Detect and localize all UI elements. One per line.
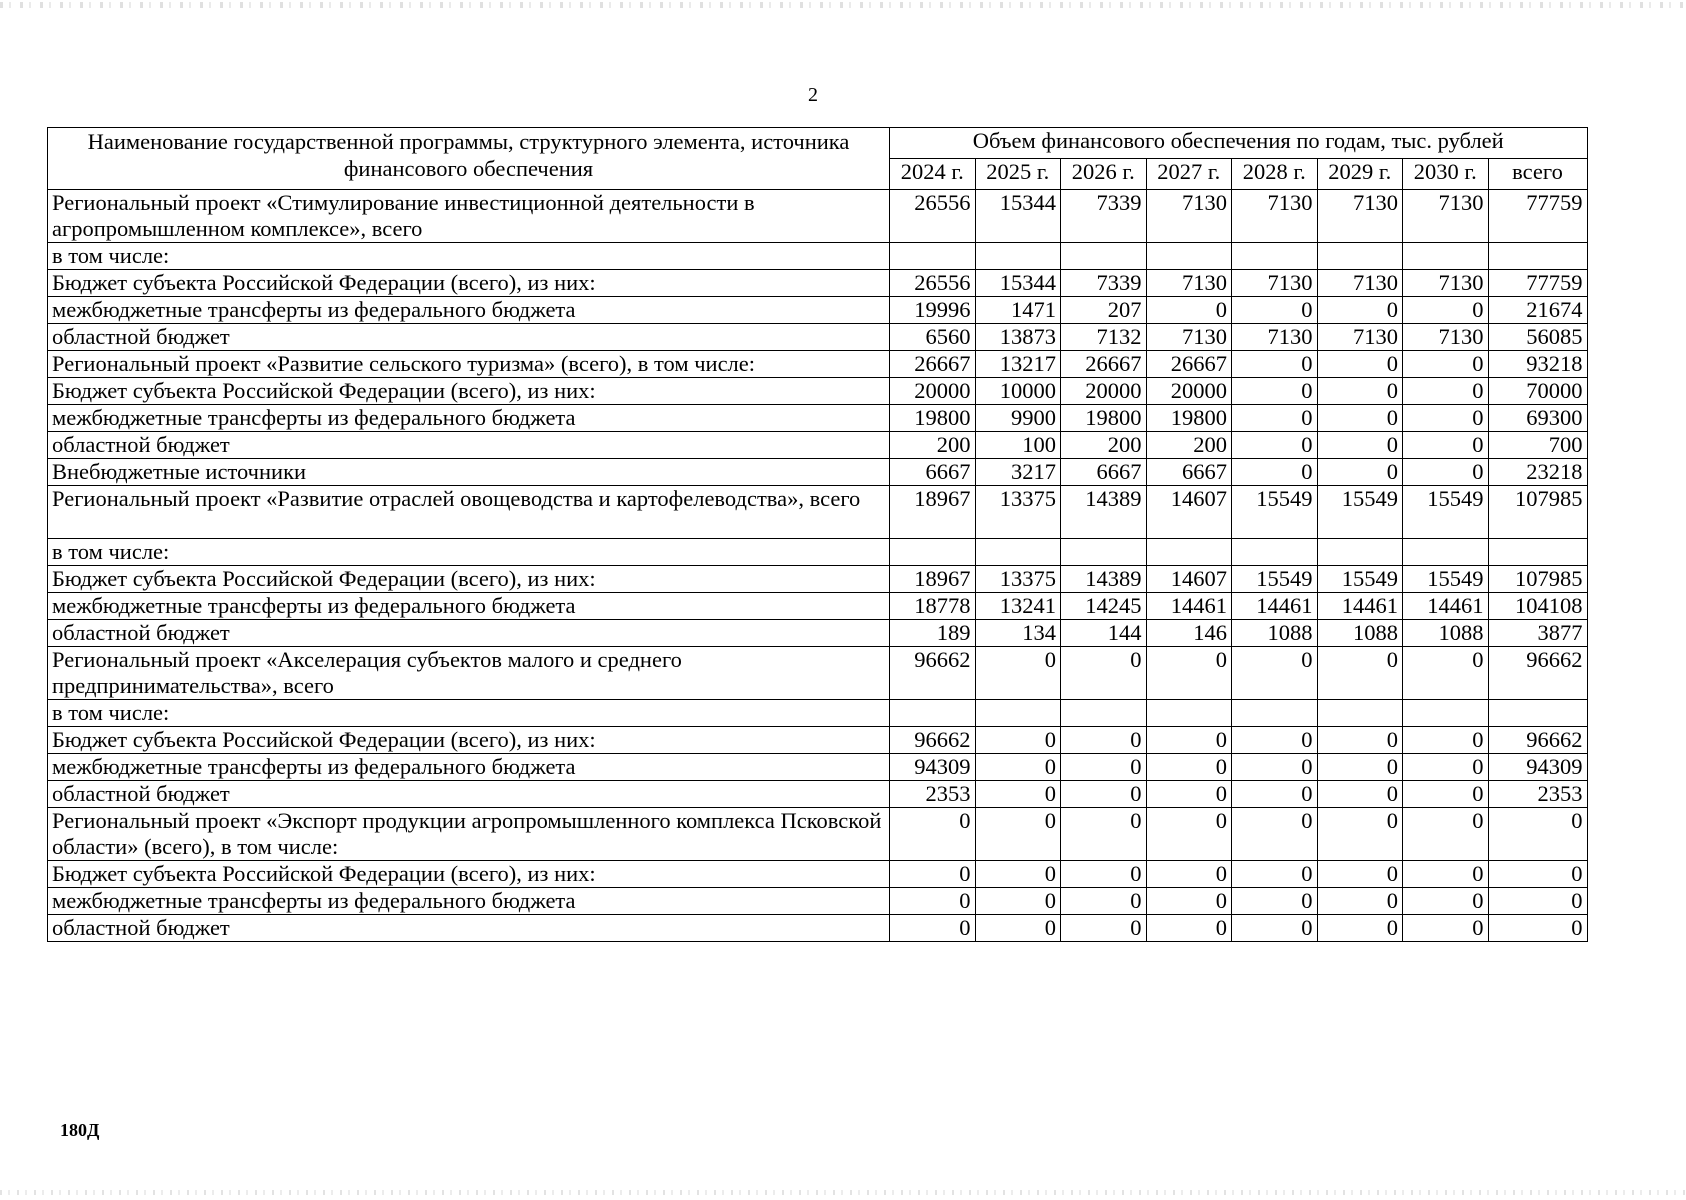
row-label: областной бюджет	[48, 324, 890, 351]
row-value-cell: 15549	[1317, 566, 1403, 593]
row-value-cell	[975, 700, 1061, 727]
row-value-cell	[1146, 539, 1232, 566]
row-total-cell	[1488, 243, 1587, 270]
table-row	[48, 486, 1588, 539]
row-value-cell: 0	[1317, 915, 1403, 942]
row-value-cell: 0	[890, 808, 976, 861]
row-label: областной бюджет	[48, 781, 890, 808]
row-value-cell: 0	[975, 647, 1061, 700]
row-value-cell: 15549	[1232, 566, 1318, 593]
table-row	[48, 351, 1588, 378]
row-value-cell: 0	[1061, 727, 1147, 754]
document-code: 180Д	[60, 1120, 100, 1140]
table-row	[48, 647, 1588, 700]
row-value-cell: 15344	[975, 270, 1061, 297]
row-value-cell: 94309	[890, 754, 976, 781]
row-value-cell: 13375	[975, 486, 1061, 539]
row-label: межбюджетные трансферты из федерального бюджета	[48, 593, 890, 620]
row-value-cell: 18778	[890, 593, 976, 620]
row-value-cell: 0	[890, 861, 976, 888]
row-value-cell: 0	[1403, 861, 1489, 888]
row-label: межбюджетные трансферты из федерального бюджета	[48, 405, 890, 432]
table-row	[48, 378, 1588, 405]
row-value-cell: 1088	[1232, 620, 1318, 647]
row-value-cell: 0	[1232, 378, 1318, 405]
row-total-cell: 107985	[1488, 486, 1587, 539]
row-value-cell: 0	[1403, 297, 1489, 324]
row-value-cell: 9900	[975, 405, 1061, 432]
row-value-cell: 0	[1403, 727, 1489, 754]
row-value-cell: 0	[1317, 459, 1403, 486]
row-value-cell: 0	[1232, 861, 1318, 888]
row-total-cell: 77759	[1488, 190, 1587, 243]
row-value-cell: 0	[890, 915, 976, 942]
row-value-cell	[1232, 539, 1318, 566]
row-value-cell: 6667	[890, 459, 976, 486]
row-value-cell: 0	[975, 808, 1061, 861]
row-value-cell: 7130	[1232, 190, 1318, 243]
row-value-cell: 14389	[1061, 566, 1147, 593]
row-value-cell: 18967	[890, 486, 976, 539]
row-value-cell: 1088	[1403, 620, 1489, 647]
row-value-cell: 0	[1232, 432, 1318, 459]
row-value-cell	[890, 700, 976, 727]
row-value-cell: 0	[890, 888, 976, 915]
row-value-cell: 7130	[1403, 270, 1489, 297]
row-value-cell: 200	[1146, 432, 1232, 459]
row-value-cell: 0	[1317, 781, 1403, 808]
row-value-cell: 0	[1232, 647, 1318, 700]
table-row	[48, 727, 1588, 754]
row-value-cell: 7130	[1146, 270, 1232, 297]
row-value-cell: 7130	[1403, 190, 1489, 243]
row-total-cell: 104108	[1488, 593, 1587, 620]
row-value-cell: 0	[975, 861, 1061, 888]
row-value-cell: 0	[1232, 351, 1318, 378]
row-value-cell: 146	[1146, 620, 1232, 647]
row-value-cell: 0	[1061, 808, 1147, 861]
row-value-cell: 0	[1146, 727, 1232, 754]
row-label: Бюджет субъекта Российской Федерации (всего), из них:	[48, 378, 890, 405]
row-value-cell: 15549	[1232, 486, 1318, 539]
row-value-cell: 0	[1061, 915, 1147, 942]
row-label: областной бюджет	[48, 915, 890, 942]
row-value-cell	[1061, 539, 1147, 566]
row-value-cell: 14245	[1061, 593, 1147, 620]
row-label: Региональный проект «Развитие сельского туризма» (всего), в том числе:	[48, 351, 890, 378]
row-value-cell: 0	[1232, 405, 1318, 432]
row-total-cell: 69300	[1488, 405, 1587, 432]
row-value-cell: 0	[1061, 754, 1147, 781]
row-value-cell: 0	[1061, 861, 1147, 888]
row-value-cell: 0	[1232, 459, 1318, 486]
row-label: Региональный проект «Акселерация субъектов малого и среднего предпринимательства», всего	[48, 647, 890, 700]
row-value-cell: 13217	[975, 351, 1061, 378]
row-value-cell	[1146, 243, 1232, 270]
total-header: всего	[1488, 159, 1587, 190]
row-value-cell: 0	[1403, 378, 1489, 405]
table-row	[48, 539, 1588, 566]
table-row	[48, 405, 1588, 432]
row-value-cell: 7130	[1317, 270, 1403, 297]
table-row	[48, 459, 1588, 486]
row-value-cell: 7130	[1146, 190, 1232, 243]
row-total-cell: 0	[1488, 888, 1587, 915]
row-value-cell: 0	[1061, 647, 1147, 700]
row-value-cell: 7339	[1061, 270, 1147, 297]
name-column-header: Наименование государственной программы, структурного элемента, источника финансового обеспечения	[48, 128, 890, 190]
row-value-cell: 14461	[1403, 593, 1489, 620]
funding-group-header: Объем финансового обеспечения по годам, тыс. рублей	[890, 128, 1588, 159]
row-value-cell: 207	[1061, 297, 1147, 324]
table-row	[48, 861, 1588, 888]
row-value-cell	[975, 243, 1061, 270]
row-value-cell: 0	[1317, 861, 1403, 888]
row-value-cell: 200	[890, 432, 976, 459]
row-value-cell: 14461	[1317, 593, 1403, 620]
row-value-cell: 13241	[975, 593, 1061, 620]
row-label: межбюджетные трансферты из федерального бюджета	[48, 888, 890, 915]
row-total-cell: 700	[1488, 432, 1587, 459]
row-label: в том числе:	[48, 243, 890, 270]
table-row	[48, 297, 1588, 324]
row-value-cell: 0	[975, 781, 1061, 808]
row-value-cell: 0	[1146, 297, 1232, 324]
table-row	[48, 781, 1588, 808]
row-label: областной бюджет	[48, 432, 890, 459]
table-row	[48, 190, 1588, 243]
row-value-cell: 7130	[1317, 190, 1403, 243]
year-header: 2026 г.	[1061, 159, 1147, 190]
row-value-cell	[1317, 243, 1403, 270]
row-value-cell: 0	[1232, 915, 1318, 942]
budget-table	[47, 127, 1588, 942]
row-value-cell: 7130	[1146, 324, 1232, 351]
row-value-cell	[890, 539, 976, 566]
row-value-cell	[1232, 700, 1318, 727]
table-row	[48, 566, 1588, 593]
row-value-cell: 26667	[890, 351, 976, 378]
row-value-cell	[1403, 539, 1489, 566]
row-value-cell: 14607	[1146, 486, 1232, 539]
row-value-cell: 14607	[1146, 566, 1232, 593]
row-value-cell: 7132	[1061, 324, 1147, 351]
row-value-cell: 0	[975, 754, 1061, 781]
row-label: в том числе:	[48, 539, 890, 566]
row-value-cell: 20000	[1146, 378, 1232, 405]
row-value-cell: 6667	[1061, 459, 1147, 486]
row-value-cell: 6560	[890, 324, 976, 351]
row-value-cell	[1061, 243, 1147, 270]
row-value-cell: 0	[1061, 888, 1147, 915]
row-total-cell: 96662	[1488, 647, 1587, 700]
row-value-cell: 14461	[1146, 593, 1232, 620]
row-total-cell: 0	[1488, 915, 1587, 942]
row-value-cell: 0	[1403, 754, 1489, 781]
row-value-cell: 100	[975, 432, 1061, 459]
row-value-cell: 0	[1403, 432, 1489, 459]
table-row	[48, 324, 1588, 351]
row-value-cell: 0	[1317, 808, 1403, 861]
row-value-cell	[1403, 700, 1489, 727]
row-label: Внебюджетные источники	[48, 459, 890, 486]
row-value-cell: 14461	[1232, 593, 1318, 620]
row-value-cell: 0	[1403, 915, 1489, 942]
row-value-cell: 0	[1403, 647, 1489, 700]
row-total-cell: 77759	[1488, 270, 1587, 297]
row-value-cell: 26667	[1146, 351, 1232, 378]
row-value-cell: 20000	[1061, 378, 1147, 405]
row-total-cell: 70000	[1488, 378, 1587, 405]
row-total-cell: 96662	[1488, 727, 1587, 754]
year-header: 2027 г.	[1146, 159, 1232, 190]
table-row	[48, 432, 1588, 459]
row-value-cell: 0	[1232, 781, 1318, 808]
row-value-cell: 1088	[1317, 620, 1403, 647]
row-value-cell	[1317, 700, 1403, 727]
row-value-cell: 0	[1317, 432, 1403, 459]
row-label: областной бюджет	[48, 620, 890, 647]
row-value-cell: 0	[1146, 808, 1232, 861]
row-value-cell: 134	[975, 620, 1061, 647]
row-value-cell: 0	[975, 915, 1061, 942]
row-value-cell: 200	[1061, 432, 1147, 459]
row-value-cell: 26556	[890, 270, 976, 297]
row-label: Региональный проект «Экспорт продукции агропромышленного комплекса Псковской области» (всего), в том числе:	[48, 808, 890, 861]
row-value-cell: 7130	[1232, 324, 1318, 351]
row-value-cell: 0	[1232, 754, 1318, 781]
row-total-cell: 2353	[1488, 781, 1587, 808]
row-value-cell: 0	[1146, 754, 1232, 781]
row-value-cell: 0	[1403, 459, 1489, 486]
row-value-cell: 7339	[1061, 190, 1147, 243]
row-value-cell: 0	[1146, 781, 1232, 808]
year-header: 2029 г.	[1317, 159, 1403, 190]
row-value-cell: 0	[1232, 297, 1318, 324]
row-value-cell	[975, 539, 1061, 566]
row-value-cell: 189	[890, 620, 976, 647]
row-label: Региональный проект «Стимулирование инвестиционной деятельности в агропромышленном комплексе», всего	[48, 190, 890, 243]
row-value-cell: 2353	[890, 781, 976, 808]
row-value-cell: 0	[1317, 888, 1403, 915]
row-value-cell: 13873	[975, 324, 1061, 351]
row-total-cell: 56085	[1488, 324, 1587, 351]
row-label: Бюджет субъекта Российской Федерации (всего), из них:	[48, 566, 890, 593]
row-total-cell: 23218	[1488, 459, 1587, 486]
row-label: Региональный проект «Развитие отраслей овощеводства и картофелеводства», всего	[48, 486, 890, 539]
row-label: в том числе:	[48, 700, 890, 727]
row-value-cell: 7130	[1317, 324, 1403, 351]
row-total-cell: 107985	[1488, 566, 1587, 593]
row-value-cell: 0	[1317, 378, 1403, 405]
row-value-cell	[890, 243, 976, 270]
row-value-cell: 3217	[975, 459, 1061, 486]
table-body	[48, 190, 1588, 942]
row-value-cell: 20000	[890, 378, 976, 405]
row-value-cell: 0	[975, 727, 1061, 754]
row-value-cell: 0	[1146, 888, 1232, 915]
row-total-cell: 0	[1488, 861, 1587, 888]
row-value-cell: 10000	[975, 378, 1061, 405]
row-value-cell	[1146, 700, 1232, 727]
row-value-cell: 15549	[1403, 566, 1489, 593]
row-value-cell: 26556	[890, 190, 976, 243]
row-value-cell	[1232, 243, 1318, 270]
row-value-cell: 15344	[975, 190, 1061, 243]
year-header: 2030 г.	[1403, 159, 1489, 190]
row-value-cell: 0	[1403, 405, 1489, 432]
row-value-cell: 0	[1317, 297, 1403, 324]
row-value-cell: 0	[1403, 888, 1489, 915]
row-label: Бюджет субъекта Российской Федерации (всего), из них:	[48, 727, 890, 754]
table-row	[48, 915, 1588, 942]
scan-edge-top	[0, 2, 1686, 8]
row-value-cell: 13375	[975, 566, 1061, 593]
row-value-cell: 0	[1232, 808, 1318, 861]
row-label: Бюджет субъекта Российской Федерации (всего), из них:	[48, 270, 890, 297]
table-row	[48, 243, 1588, 270]
table-row	[48, 888, 1588, 915]
row-value-cell	[1317, 539, 1403, 566]
row-value-cell: 144	[1061, 620, 1147, 647]
row-value-cell: 15549	[1317, 486, 1403, 539]
row-value-cell: 96662	[890, 647, 976, 700]
year-header: 2028 г.	[1232, 159, 1318, 190]
row-value-cell: 15549	[1403, 486, 1489, 539]
row-total-cell: 3877	[1488, 620, 1587, 647]
row-value-cell: 0	[1146, 915, 1232, 942]
row-value-cell: 26667	[1061, 351, 1147, 378]
row-value-cell: 19800	[890, 405, 976, 432]
row-value-cell: 0	[1317, 727, 1403, 754]
row-value-cell: 0	[1403, 351, 1489, 378]
table-row	[48, 620, 1588, 647]
year-header: 2024 г.	[890, 159, 976, 190]
row-value-cell: 14389	[1061, 486, 1147, 539]
row-value-cell: 1471	[975, 297, 1061, 324]
table-row	[48, 700, 1588, 727]
row-total-cell: 93218	[1488, 351, 1587, 378]
row-label: межбюджетные трансферты из федерального бюджета	[48, 297, 890, 324]
row-label: межбюджетные трансферты из федерального бюджета	[48, 754, 890, 781]
row-value-cell: 0	[1317, 647, 1403, 700]
row-value-cell: 19800	[1146, 405, 1232, 432]
row-value-cell: 0	[975, 888, 1061, 915]
row-value-cell: 0	[1403, 808, 1489, 861]
row-value-cell	[1061, 700, 1147, 727]
row-total-cell	[1488, 539, 1587, 566]
row-label: Бюджет субъекта Российской Федерации (всего), из них:	[48, 861, 890, 888]
row-total-cell: 94309	[1488, 754, 1587, 781]
row-value-cell: 0	[1317, 351, 1403, 378]
row-value-cell: 7130	[1403, 324, 1489, 351]
table-row	[48, 754, 1588, 781]
year-header: 2025 г.	[975, 159, 1061, 190]
row-value-cell: 19996	[890, 297, 976, 324]
row-value-cell: 0	[1146, 647, 1232, 700]
row-value-cell: 0	[1232, 888, 1318, 915]
row-value-cell	[1403, 243, 1489, 270]
page-number: 2	[808, 84, 818, 106]
row-value-cell: 7130	[1232, 270, 1318, 297]
row-value-cell: 0	[1317, 405, 1403, 432]
table-row	[48, 270, 1588, 297]
table-row	[48, 593, 1588, 620]
row-total-cell: 0	[1488, 808, 1587, 861]
row-value-cell: 0	[1061, 781, 1147, 808]
row-value-cell: 19800	[1061, 405, 1147, 432]
row-value-cell: 0	[1403, 781, 1489, 808]
row-value-cell: 0	[1146, 861, 1232, 888]
row-total-cell	[1488, 700, 1587, 727]
scan-edge-bottom	[0, 1190, 1686, 1195]
row-value-cell: 0	[1232, 727, 1318, 754]
row-value-cell: 0	[1317, 754, 1403, 781]
row-value-cell: 18967	[890, 566, 976, 593]
table-row	[48, 808, 1588, 861]
row-total-cell: 21674	[1488, 297, 1587, 324]
row-value-cell: 96662	[890, 727, 976, 754]
row-value-cell: 6667	[1146, 459, 1232, 486]
